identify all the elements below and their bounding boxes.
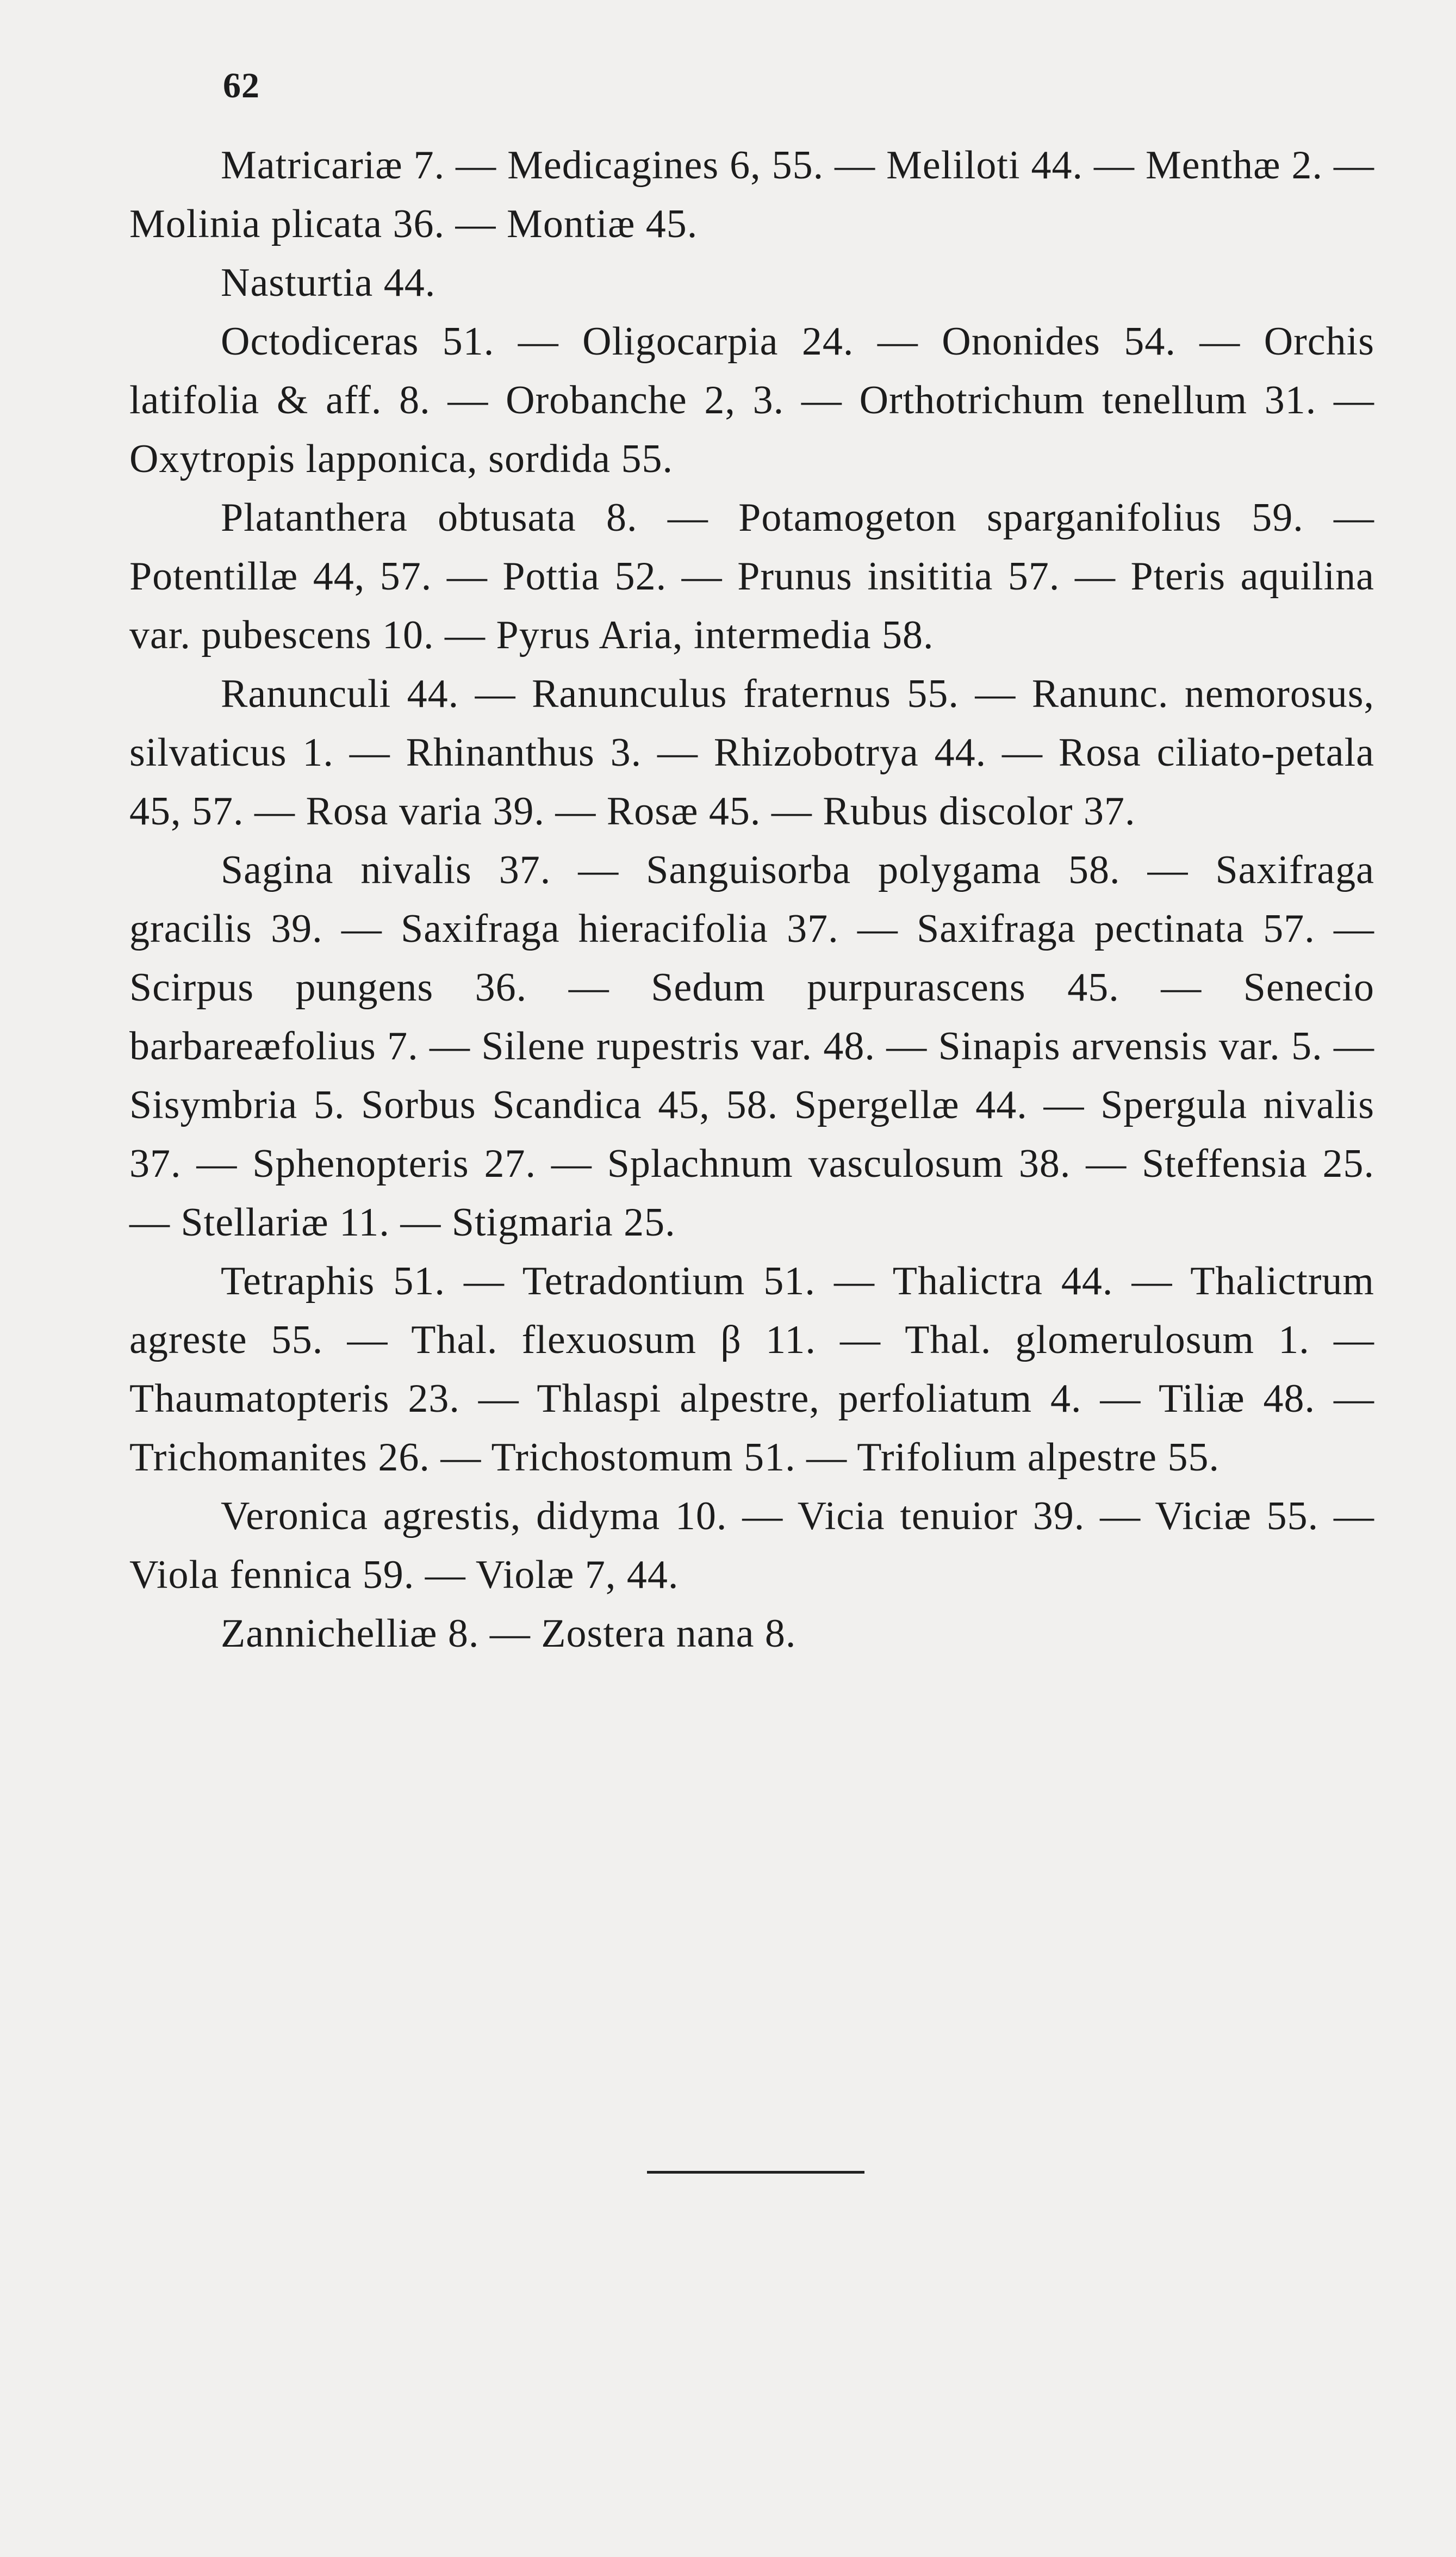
index-entry-r: Ranunculi 44. — Ranunculus fraternus 55. — Ranunc. nemorosus, silvaticus 1. — Rhinanthus 3. — Rhizobotrya 44. — Rosa ciliato-petala 45, 57. — Rosa varia 39. — Rosæ 45. — Rubus discolor 37. (129, 672, 1374, 834)
end-rule (647, 2171, 864, 2174)
index-entry-t: Tetraphis 51. — Tetradontium 51. — Thalictra 44. — Thalictrum agreste 55. — Thal. flexuosum β 11. — Thal. glomerulosum 1. — Thaumatopteris 23. — Thlaspi alpestre, perfoliatum 4. — Tiliæ 48. — Trichomanites 26. — Trichostomum 51. — Trifolium alpestre 55. (129, 1259, 1374, 1480)
index-entry-s: Sagina nivalis 37. — Sanguisorba polygama 58. — Saxifraga gracilis 39. — Saxifraga hieracifolia 37. — Saxifraga pectinata 57. — Scirpus pungens 36. — Sedum purpurascens 45. — Senecio barbareæfolius 7. — Silene rupestris var. 48. — Sinapis arvensis var. 5. — Sisymbria 5. Sorbus Scandica 45, 58. Spergellæ 44. — Spergula nivalis 37. — Sphenopteris 27. — Splachnum vasculosum 38. — Steffensia 25. — Stellariæ 11. — Stigmaria 25. (129, 848, 1374, 1245)
index-entry-z: Zannichelliæ 8. — Zostera nana 8. (221, 1611, 797, 1656)
index-entry-p: Platanthera obtusata 8. — Potamogeton sparganifolius 59. — Potentillæ 44, 57. — Pottia 52. — Prunus insititia 57. — Pteris aquilina var. pubescens 10. — Pyrus Aria, intermedia 58. (129, 495, 1374, 657)
index-entry-o: Octodiceras 51. — Oligocarpia 24. — Ononides 54. — Orchis latifolia & aff. 8. — Orobanche 2, 3. — Orthotrichum tenellum 31. — Oxytropis lapponica, sordida 55. (129, 319, 1374, 481)
index-entry-m: Matricariæ 7. — Medicagines 6, 55. — Meliloti 44. — Menthæ 2. — Molinia plicata 36. — Montiæ 45. (129, 143, 1374, 246)
index-entry-n: Nasturtia 44. (221, 260, 436, 305)
index-entry-v: Veronica agrestis, didyma 10. — Vicia tenuior 39. — Viciæ 55. — Viola fennica 59. — Violæ 7, 44. (129, 1494, 1374, 1597)
index-text (129, 136, 1374, 1663)
page-number: 62 (223, 66, 260, 105)
